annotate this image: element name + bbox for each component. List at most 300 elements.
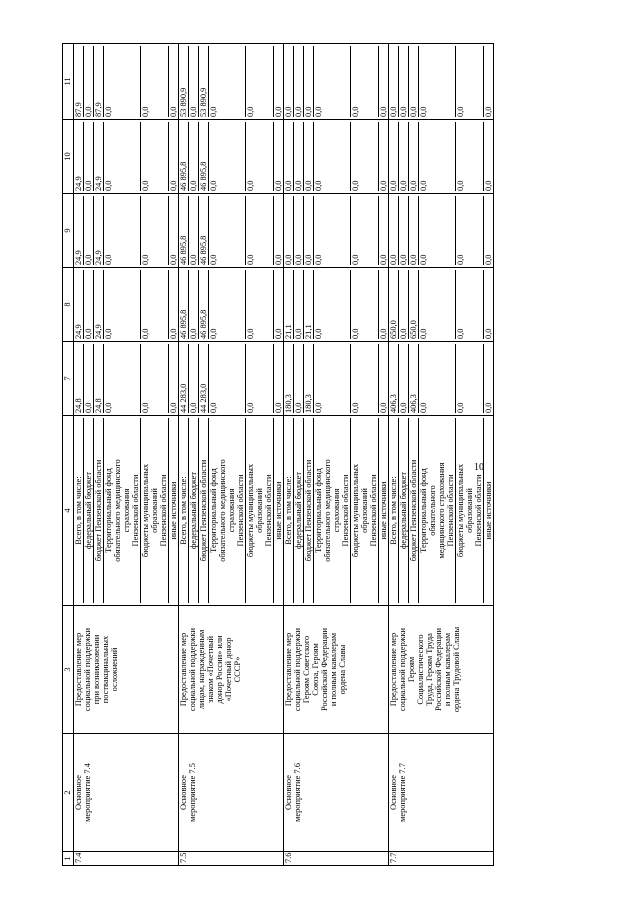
description-line: социальной поддержки bbox=[83, 627, 92, 712]
description-cell bbox=[284, 606, 389, 734]
value: 406,3 bbox=[389, 394, 398, 413]
description-line: и полным кавалерам bbox=[443, 632, 452, 707]
value: 0,0 bbox=[350, 196, 360, 265]
value-spacer bbox=[255, 344, 264, 413]
value-spacer bbox=[264, 344, 273, 413]
funding-source-line: бюджет Пензенской области bbox=[93, 418, 103, 603]
value-spacer bbox=[264, 46, 273, 117]
value: 0,0 bbox=[103, 122, 113, 191]
value-spacer bbox=[428, 344, 437, 413]
value-spacer bbox=[428, 196, 437, 265]
value: 0,0 bbox=[140, 196, 150, 265]
table-body bbox=[63, 44, 494, 866]
value: 0,0 bbox=[245, 344, 255, 413]
value-spacer bbox=[236, 270, 245, 339]
value: 0,0 bbox=[303, 196, 313, 265]
value: 0,0 bbox=[188, 344, 198, 413]
value-cell bbox=[389, 120, 494, 194]
value: 53 890,9 bbox=[198, 46, 208, 117]
value: 0,0 bbox=[273, 122, 283, 191]
value-spacer bbox=[255, 46, 264, 117]
value-spacer bbox=[465, 196, 474, 265]
table-row bbox=[179, 44, 284, 866]
value-spacer bbox=[264, 122, 273, 191]
value-cell bbox=[284, 120, 389, 194]
header-cell: 3 bbox=[63, 606, 74, 734]
value-spacer bbox=[113, 270, 122, 339]
value: 21,1 bbox=[284, 324, 293, 339]
funding-source-line: Всего, в том числе: bbox=[389, 476, 398, 545]
value: 0,0 bbox=[293, 270, 303, 339]
value: 0,0 bbox=[313, 196, 323, 265]
description-line: социальной поддержки bbox=[293, 627, 302, 712]
value: 24,9 bbox=[93, 196, 103, 265]
value-spacer bbox=[446, 46, 455, 117]
row-number-cell bbox=[179, 852, 284, 866]
value: 46 895,8 bbox=[198, 270, 208, 339]
funding-source-line: Пензенской области bbox=[131, 474, 140, 547]
description-line: Предоставление мер bbox=[284, 632, 293, 707]
value-spacer bbox=[465, 270, 474, 339]
value: 0,0 bbox=[350, 122, 360, 191]
value-spacer bbox=[131, 122, 140, 191]
description-line: социальной поддержки bbox=[188, 627, 197, 712]
description-line: и полным кавалерам bbox=[329, 632, 338, 707]
value-spacer bbox=[360, 122, 369, 191]
value-spacer bbox=[323, 270, 332, 339]
value: 0,0 bbox=[188, 196, 198, 265]
value: 0,0 bbox=[168, 270, 178, 339]
value: 0,0 bbox=[483, 122, 493, 191]
value: 24,9 bbox=[74, 176, 83, 191]
value: 0,0 bbox=[378, 196, 388, 265]
value-spacer bbox=[360, 46, 369, 117]
value: 46 895,8 bbox=[179, 235, 188, 265]
value-cell bbox=[179, 342, 284, 416]
value-spacer bbox=[437, 344, 446, 413]
value-spacer bbox=[474, 122, 483, 191]
value-spacer bbox=[341, 122, 350, 191]
value-spacer bbox=[446, 196, 455, 265]
value-spacer bbox=[437, 46, 446, 117]
event-line: Основное bbox=[74, 775, 83, 810]
value-spacer bbox=[341, 344, 350, 413]
value: 0,0 bbox=[168, 122, 178, 191]
value-spacer bbox=[446, 122, 455, 191]
value: 0,0 bbox=[168, 46, 178, 117]
value-cell bbox=[389, 268, 494, 342]
event-line: мероприятие 7.6 bbox=[293, 763, 302, 822]
funding-source-line: медицинского страхования bbox=[437, 462, 446, 559]
value-spacer bbox=[360, 196, 369, 265]
value: 0,0 bbox=[273, 196, 283, 265]
description-line: донор России» или bbox=[215, 635, 224, 704]
funding-source-line: образований bbox=[255, 488, 264, 533]
value: 0,0 bbox=[293, 122, 303, 191]
value-spacer bbox=[218, 46, 227, 117]
value-spacer bbox=[227, 196, 236, 265]
value: 0,0 bbox=[418, 270, 428, 339]
value: 0,0 bbox=[208, 122, 218, 191]
value: 44 283,0 bbox=[179, 383, 188, 413]
event-cell bbox=[389, 734, 494, 852]
funding-source-line: страхования bbox=[227, 488, 236, 533]
description-line: Предоставление мер bbox=[74, 632, 83, 707]
header-cell: 9 bbox=[63, 194, 74, 268]
value: 0,0 bbox=[208, 196, 218, 265]
value-cell bbox=[284, 44, 389, 120]
value: 0,0 bbox=[188, 122, 198, 191]
value: 0,0 bbox=[455, 344, 465, 413]
funding-source-line: иные источники bbox=[378, 418, 388, 603]
description-line: Союза, Героям bbox=[311, 643, 320, 696]
value: 0,0 bbox=[398, 122, 408, 191]
value: 0,0 bbox=[350, 344, 360, 413]
header-row bbox=[63, 44, 74, 866]
description-line: Российской Федерации bbox=[434, 628, 443, 711]
header-cell: 10 bbox=[63, 120, 74, 194]
value-spacer bbox=[437, 122, 446, 191]
value: 0,0 bbox=[273, 46, 283, 117]
table-row bbox=[284, 44, 389, 866]
value: 0,0 bbox=[389, 106, 398, 117]
value: 0,0 bbox=[83, 270, 93, 339]
page-number: 10 bbox=[474, 462, 484, 473]
value-cell bbox=[179, 194, 284, 268]
funding-source-line: Пензенской области bbox=[264, 474, 273, 547]
value: 0,0 bbox=[418, 196, 428, 265]
value: 0,0 bbox=[188, 46, 198, 117]
value-spacer bbox=[369, 344, 378, 413]
value: 0,0 bbox=[378, 46, 388, 117]
value: 44 283,0 bbox=[198, 344, 208, 413]
value-spacer bbox=[227, 344, 236, 413]
value-spacer bbox=[341, 46, 350, 117]
description-line: Предоставление мер bbox=[389, 632, 398, 707]
funding-source-line: Всего, в том числе: bbox=[284, 476, 293, 545]
value: 46 895,8 bbox=[198, 122, 208, 191]
value-cell bbox=[284, 268, 389, 342]
funding-source-line: Всего, в том числе: bbox=[74, 476, 83, 545]
value: 0,0 bbox=[103, 46, 113, 117]
value: 0,0 bbox=[398, 270, 408, 339]
value-spacer bbox=[218, 122, 227, 191]
table-row bbox=[74, 44, 179, 866]
event-cell bbox=[179, 734, 284, 852]
funding-source-line: обязательного медицинского bbox=[218, 459, 227, 562]
funding-source-line: бюджеты муниципальных bbox=[140, 418, 150, 603]
value-spacer bbox=[236, 122, 245, 191]
value-spacer bbox=[131, 270, 140, 339]
event-cell bbox=[74, 734, 179, 852]
value: 406,3 bbox=[408, 344, 418, 413]
value-cell bbox=[389, 44, 494, 120]
value: 0,0 bbox=[313, 46, 323, 117]
row-number: 7.4 bbox=[74, 852, 83, 863]
value-spacer bbox=[465, 122, 474, 191]
value-spacer bbox=[150, 46, 159, 117]
value: 650,0 bbox=[389, 320, 398, 339]
value-spacer bbox=[122, 122, 131, 191]
value: 0,0 bbox=[140, 344, 150, 413]
value: 650,0 bbox=[408, 270, 418, 339]
value: 0,0 bbox=[418, 46, 428, 117]
value: 0,0 bbox=[455, 46, 465, 117]
value-spacer bbox=[332, 46, 341, 117]
value: 0,0 bbox=[408, 196, 418, 265]
description-line: Героям bbox=[407, 656, 416, 683]
value: 0,0 bbox=[103, 270, 113, 339]
value: 24,9 bbox=[93, 122, 103, 191]
value-cell bbox=[389, 194, 494, 268]
description-line: осложнений bbox=[110, 647, 119, 692]
value-spacer bbox=[218, 196, 227, 265]
funding-source-line: Пензенской области bbox=[369, 474, 378, 547]
value-spacer bbox=[428, 46, 437, 117]
value-spacer bbox=[332, 344, 341, 413]
value: 0,0 bbox=[313, 270, 323, 339]
funding-source-line: бюджет Пензенской области bbox=[303, 418, 313, 603]
funding-source-line: Пензенской области bbox=[474, 474, 483, 547]
value-cell bbox=[179, 120, 284, 194]
funding-source-cell bbox=[284, 416, 389, 606]
value: 0,0 bbox=[245, 270, 255, 339]
value: 0,0 bbox=[389, 254, 398, 265]
value: 0,0 bbox=[284, 106, 293, 117]
funding-source-line: образований bbox=[360, 488, 369, 533]
value: 0,0 bbox=[140, 122, 150, 191]
value: 24,9 bbox=[74, 250, 83, 265]
value: 0,0 bbox=[483, 196, 493, 265]
value: 0,0 bbox=[398, 46, 408, 117]
funding-table bbox=[62, 43, 494, 866]
event-cell bbox=[284, 734, 389, 852]
table-row bbox=[389, 44, 494, 866]
value: 0,0 bbox=[284, 254, 293, 265]
value: 0,0 bbox=[350, 46, 360, 117]
description-line: лицам, награжденным bbox=[197, 629, 206, 710]
value-spacer bbox=[113, 46, 122, 117]
header-cell: 8 bbox=[63, 268, 74, 342]
value-cell bbox=[74, 268, 179, 342]
row-number: 7.6 bbox=[284, 852, 293, 863]
funding-source-cell bbox=[74, 416, 179, 606]
value-spacer bbox=[264, 270, 273, 339]
value-spacer bbox=[122, 196, 131, 265]
funding-source-line: обязательного bbox=[428, 485, 437, 536]
value: 0,0 bbox=[83, 46, 93, 117]
value-spacer bbox=[474, 196, 483, 265]
value: 0,0 bbox=[208, 344, 218, 413]
funding-source-line: бюджеты муниципальных bbox=[350, 418, 360, 603]
funding-source-line: обязательного медицинского bbox=[113, 459, 122, 562]
funding-source-cell bbox=[389, 416, 494, 606]
value: 0,0 bbox=[378, 344, 388, 413]
value: 0,0 bbox=[83, 344, 93, 413]
value-spacer bbox=[159, 46, 168, 117]
value-spacer bbox=[255, 196, 264, 265]
funding-source-line: Территориальный фонд bbox=[103, 418, 113, 603]
value: 24,8 bbox=[93, 344, 103, 413]
funding-source-line: Пензенской области bbox=[236, 474, 245, 547]
description-line: Российской Федерации bbox=[320, 628, 329, 711]
value-spacer bbox=[159, 122, 168, 191]
value: 0,0 bbox=[483, 270, 493, 339]
value: 0,0 bbox=[168, 344, 178, 413]
value-spacer bbox=[369, 46, 378, 117]
value-spacer bbox=[474, 344, 483, 413]
row-number-cell bbox=[284, 852, 389, 866]
value-spacer bbox=[113, 122, 122, 191]
row-number: 7.5 bbox=[179, 852, 188, 863]
value-spacer bbox=[428, 270, 437, 339]
value-spacer bbox=[323, 46, 332, 117]
value-spacer bbox=[332, 196, 341, 265]
value: 0,0 bbox=[245, 122, 255, 191]
value: 0,0 bbox=[273, 344, 283, 413]
value-spacer bbox=[474, 46, 483, 117]
header-cell: 1 bbox=[63, 852, 74, 866]
value: 0,0 bbox=[83, 122, 93, 191]
value-spacer bbox=[218, 344, 227, 413]
description-line: Труда, Героям Труда bbox=[425, 633, 434, 706]
value: 0,0 bbox=[455, 270, 465, 339]
value-spacer bbox=[150, 270, 159, 339]
funding-source-line: Территориальный фонд bbox=[208, 418, 218, 603]
header-cell: 11 bbox=[63, 44, 74, 120]
value: 0,0 bbox=[408, 46, 418, 117]
description-line: социальной поддержки bbox=[398, 627, 407, 712]
value: 0,0 bbox=[389, 180, 398, 191]
value: 0,0 bbox=[208, 46, 218, 117]
funding-source-line: бюджеты муниципальных bbox=[455, 418, 465, 603]
funding-source-line: образований bbox=[465, 488, 474, 533]
description-line: ордена Трудовой Славы bbox=[452, 626, 461, 713]
value-spacer bbox=[236, 196, 245, 265]
description-cell bbox=[74, 606, 179, 734]
event-line: мероприятие 7.7 bbox=[398, 763, 407, 822]
value: 0,0 bbox=[313, 344, 323, 413]
funding-source-line: бюджет Пензенской области bbox=[408, 418, 418, 603]
value-spacer bbox=[122, 46, 131, 117]
value: 0,0 bbox=[140, 46, 150, 117]
value-spacer bbox=[369, 196, 378, 265]
rotated-table-container bbox=[62, 44, 579, 866]
value-spacer bbox=[323, 122, 332, 191]
value-spacer bbox=[332, 270, 341, 339]
value: 0,0 bbox=[378, 270, 388, 339]
event-line: Основное bbox=[179, 775, 188, 810]
funding-source-line: обязательного медицинского bbox=[323, 459, 332, 562]
value-spacer bbox=[360, 344, 369, 413]
value: 0,0 bbox=[483, 46, 493, 117]
value-spacer bbox=[264, 196, 273, 265]
funding-source-line: федеральный бюджет bbox=[188, 418, 198, 603]
value-cell bbox=[74, 194, 179, 268]
description-line: поствакцинальных bbox=[101, 635, 110, 704]
value-spacer bbox=[131, 46, 140, 117]
funding-source-line: страхования bbox=[332, 488, 341, 533]
funding-source-line: федеральный бюджет bbox=[293, 418, 303, 603]
funding-source-line: страхования bbox=[122, 488, 131, 533]
value-spacer bbox=[131, 344, 140, 413]
value: 0,0 bbox=[455, 122, 465, 191]
value: 180,3 bbox=[284, 394, 293, 413]
value: 0,0 bbox=[303, 46, 313, 117]
value: 0,0 bbox=[303, 122, 313, 191]
funding-source-line: Пензенской области bbox=[341, 474, 350, 547]
value-spacer bbox=[255, 270, 264, 339]
value: 24,8 bbox=[74, 398, 83, 413]
event-line: Основное bbox=[389, 775, 398, 810]
value-cell bbox=[389, 342, 494, 416]
value: 0,0 bbox=[293, 196, 303, 265]
description-line: знаком «Почетный bbox=[206, 636, 215, 703]
value-cell bbox=[179, 268, 284, 342]
value: 0,0 bbox=[313, 122, 323, 191]
value-spacer bbox=[150, 122, 159, 191]
value-spacer bbox=[323, 196, 332, 265]
row-number-cell bbox=[74, 852, 179, 866]
description-line: Социалистического bbox=[416, 634, 425, 705]
value: 87,9 bbox=[93, 46, 103, 117]
value-spacer bbox=[474, 270, 483, 339]
row-number-cell bbox=[389, 852, 494, 866]
value-cell bbox=[284, 194, 389, 268]
value-spacer bbox=[113, 196, 122, 265]
description-line: ордена Славы bbox=[338, 644, 347, 695]
value-spacer bbox=[465, 46, 474, 117]
funding-source-line: иные источники bbox=[168, 418, 178, 603]
event-line: Основное bbox=[284, 775, 293, 810]
description-line: Героям Советского bbox=[302, 635, 311, 704]
value-spacer bbox=[446, 270, 455, 339]
value: 0,0 bbox=[273, 270, 283, 339]
value-spacer bbox=[159, 196, 168, 265]
value: 0,0 bbox=[140, 270, 150, 339]
value-spacer bbox=[360, 270, 369, 339]
value: 87,9 bbox=[74, 102, 83, 117]
value-spacer bbox=[369, 122, 378, 191]
value: 180,3 bbox=[303, 344, 313, 413]
value-cell bbox=[284, 342, 389, 416]
value: 46 895,8 bbox=[198, 196, 208, 265]
header-cell: 4 bbox=[63, 416, 74, 606]
value-spacer bbox=[159, 344, 168, 413]
funding-source-line: Пензенской области bbox=[446, 474, 455, 547]
value-cell bbox=[179, 44, 284, 120]
value-spacer bbox=[122, 344, 131, 413]
value: 21,1 bbox=[303, 270, 313, 339]
value: 46 895,8 bbox=[179, 309, 188, 339]
value: 46 895,8 bbox=[179, 161, 188, 191]
funding-source-line: Территориальный фонд bbox=[418, 418, 428, 603]
value: 0,0 bbox=[83, 196, 93, 265]
value-spacer bbox=[159, 270, 168, 339]
value: 53 890,9 bbox=[179, 87, 188, 117]
value: 0,0 bbox=[418, 122, 428, 191]
value-spacer bbox=[369, 270, 378, 339]
funding-source-line: образований bbox=[150, 488, 159, 533]
funding-source-line: иные источники bbox=[483, 418, 493, 603]
header-cell: 7 bbox=[63, 342, 74, 416]
funding-source-line: Всего, в том числе: bbox=[179, 476, 188, 545]
value: 0,0 bbox=[208, 270, 218, 339]
value-spacer bbox=[227, 270, 236, 339]
value: 0,0 bbox=[455, 196, 465, 265]
value: 0,0 bbox=[103, 344, 113, 413]
value: 0,0 bbox=[398, 344, 408, 413]
